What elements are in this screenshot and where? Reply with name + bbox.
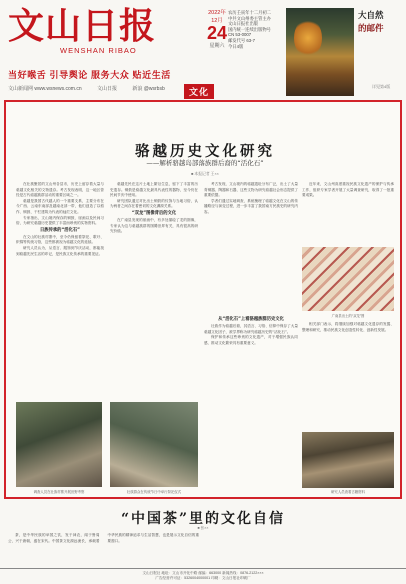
- feature-title: 骆越历史文化研究: [135, 143, 275, 160]
- village-photo: [16, 402, 102, 487]
- article-column-3b: [204, 316, 298, 496]
- newspaper-logo-english: WENSHAN RIBAO: [60, 46, 137, 55]
- paragraph: 考古发现，文山境内的骆越遗址分布广泛，出土了大量青铜器、陶器和石器，这些文物为研究骆越社会形态提供了重要依据。: [204, 182, 298, 198]
- paragraph: 壮族作为骆越后裔，其语言、习俗、信仰中保存了大量骆越文化因子，被学界称为研究骆越历史的“活化石”。: [204, 324, 298, 334]
- info-line: 文山日报社出版: [228, 21, 259, 27]
- paragraph: 近年来，文山州高度重视民族文化遗产的保护与传承工作，组织专家学者开展了大量调查研究，取得了一批重要成果。: [302, 182, 394, 198]
- web-link[interactable]: 文山日报: [97, 86, 118, 92]
- info-line: CN 53-0007: [228, 32, 252, 38]
- bottom-article-text: [8, 533, 398, 565]
- date-day: 24: [206, 23, 228, 43]
- paragraph: 专家指出，文山境内保存的铜鼓、崖画以及民间习俗，为研究骆越历史提供了丰富而珍贵的实物资料。: [16, 215, 104, 226]
- date-year-month: 2022年12月: [208, 10, 226, 24]
- info-line: 邮发代号 63-7: [228, 37, 255, 43]
- web-link[interactable]: 文山新闻网 www.wsnews.com.cn: [8, 86, 82, 92]
- side-feature-note: 详见第4版: [372, 84, 391, 89]
- side-title-line: 大自然: [358, 11, 384, 21]
- side-feature-photo: [286, 8, 354, 96]
- bottom-article-byline: ■ 张××: [197, 526, 209, 530]
- research-photo: [302, 432, 394, 488]
- article-column-4: [302, 182, 394, 244]
- footer-line: 文山日报社 地址：文山市开化中路 邮编：663000 新闻热线：0876-2122×××: [142, 571, 264, 575]
- masthead: [8, 6, 188, 64]
- paragraph: 相关部门表示，将继续加强对骆越文化遗存的发掘、整理和研究，推动民族文化创造性转化、创新性发展。: [302, 322, 394, 332]
- photo-caption: 壮族群众在传统节日中举行祭祀仪式: [126, 490, 182, 494]
- column-subheading: “双龙”图像背后的文化: [131, 210, 177, 216]
- slogan: 当好喉舌 引导舆论 服务大众 贴近生活: [8, 70, 171, 80]
- paragraph: 学者们通过实地调查，系统梳理了骆越文化在文山的传播路径与演变过程，进一步丰富了我国南方民族史的研究内容。: [204, 198, 298, 214]
- paragraph: 在文山的壮族村寨中，至今仍保留着祭祀、歌圩、织锦等传统习俗，这些都被视为骆越文化的延续。: [16, 234, 104, 245]
- bottom-article-title: “中国茶”里的文化自信: [120, 511, 286, 527]
- article-column-3: [204, 182, 298, 312]
- double-dragon-image: [302, 247, 394, 311]
- photo-caption: 研究人员查看古籍资料: [331, 490, 365, 494]
- info-line: 今日4版: [228, 43, 244, 49]
- paragraph: 研究团队通过对比出土铜鼓的纹饰与当地习俗，认为两者之间存在着密切的文化渊源关系。: [110, 198, 198, 209]
- paragraph: 骆越是我国古代越人的一个重要支系，主要分布在今广西、云南东南部及越南北部一带，他们创造了以稻作、铜鼓、干栏建筑为代表的灿烂文化。: [16, 198, 104, 214]
- article-column-2: [110, 182, 198, 397]
- paragraph: 骆越先民在这片土地上繁衍生息，留下了丰富的历史遗存。铜鼓是骆越文化最具代表性的器物，至今仍在民间节庆中使用。: [110, 182, 198, 198]
- photo-caption: 调查人员在壮族村寨开展田野考察: [33, 490, 85, 494]
- date-box: [206, 8, 228, 49]
- web-links: [8, 85, 179, 92]
- feature-article: [4, 100, 402, 499]
- article-column-1: [16, 182, 104, 397]
- paragraph: 研究人员认为，从语言、服饰到节庆活动，都能找到骆越先民生活的印记，是民族文化传承的重要见证。: [16, 245, 104, 256]
- feature-subtitle: ——解析骆越岛部落族群后裔的“活化石”: [146, 159, 264, 167]
- column-subheading: 从“活化石”上看骆越族群历史文化: [218, 317, 284, 322]
- info-line: 农历壬寅年十二月初二: [228, 10, 271, 15]
- article-column-4b: [302, 322, 394, 432]
- side-feature-title: [358, 10, 400, 36]
- paragraph: 在广南县发现的崖画中，有多处描绘了龙的图像，专家认为这与骆越族群的图腾崇拜有关，具有很高的研究价值。: [110, 217, 198, 234]
- web-link[interactable]: 新浪 @wsrbsb: [132, 86, 165, 92]
- newspaper-logo: 文山日报: [8, 5, 157, 47]
- photo-caption: 广南县出土的“双龙”图: [331, 314, 365, 318]
- info-line: 中共文山州委主管主办: [228, 15, 271, 21]
- ceremony-photo: [110, 402, 198, 487]
- section-tag: 文化: [184, 84, 214, 99]
- publication-info: [228, 10, 280, 49]
- column-subheading: 日族传承的“活化石”: [39, 227, 81, 233]
- side-title-line: 的邮件: [358, 24, 384, 34]
- feature-byline: ■ 本报记者 王××: [191, 172, 219, 176]
- date-weekday: 星期六: [209, 43, 225, 49]
- footer-line: 广告经营许可证：5326004000001 印刷：文山日报社印刷厂: [155, 576, 251, 580]
- paragraph: 茶，是中华民族的举国之饮，发于神农，闻于鲁周公，兴于唐朝，盛在宋代。中国茶文化源远流长，承载着中华民族的精神追求与生活智慧，也是展示文化自信的重要窗口。: [8, 533, 199, 543]
- paragraph: 保护和传承这些珍贵的文化遗产，对于增强民族认同感、推动文化繁荣具有重要意义。: [204, 335, 298, 345]
- info-line: 国内统一连续出版物号: [228, 26, 271, 32]
- page-footer: [0, 568, 406, 584]
- paragraph: 在壮族聚居的文山州各县市，历史上留存着大量与骆越文化相关的文物遗存。考古发现表明，这一地区曾经是古代骆越族群活动的重要区域之一。: [16, 182, 104, 198]
